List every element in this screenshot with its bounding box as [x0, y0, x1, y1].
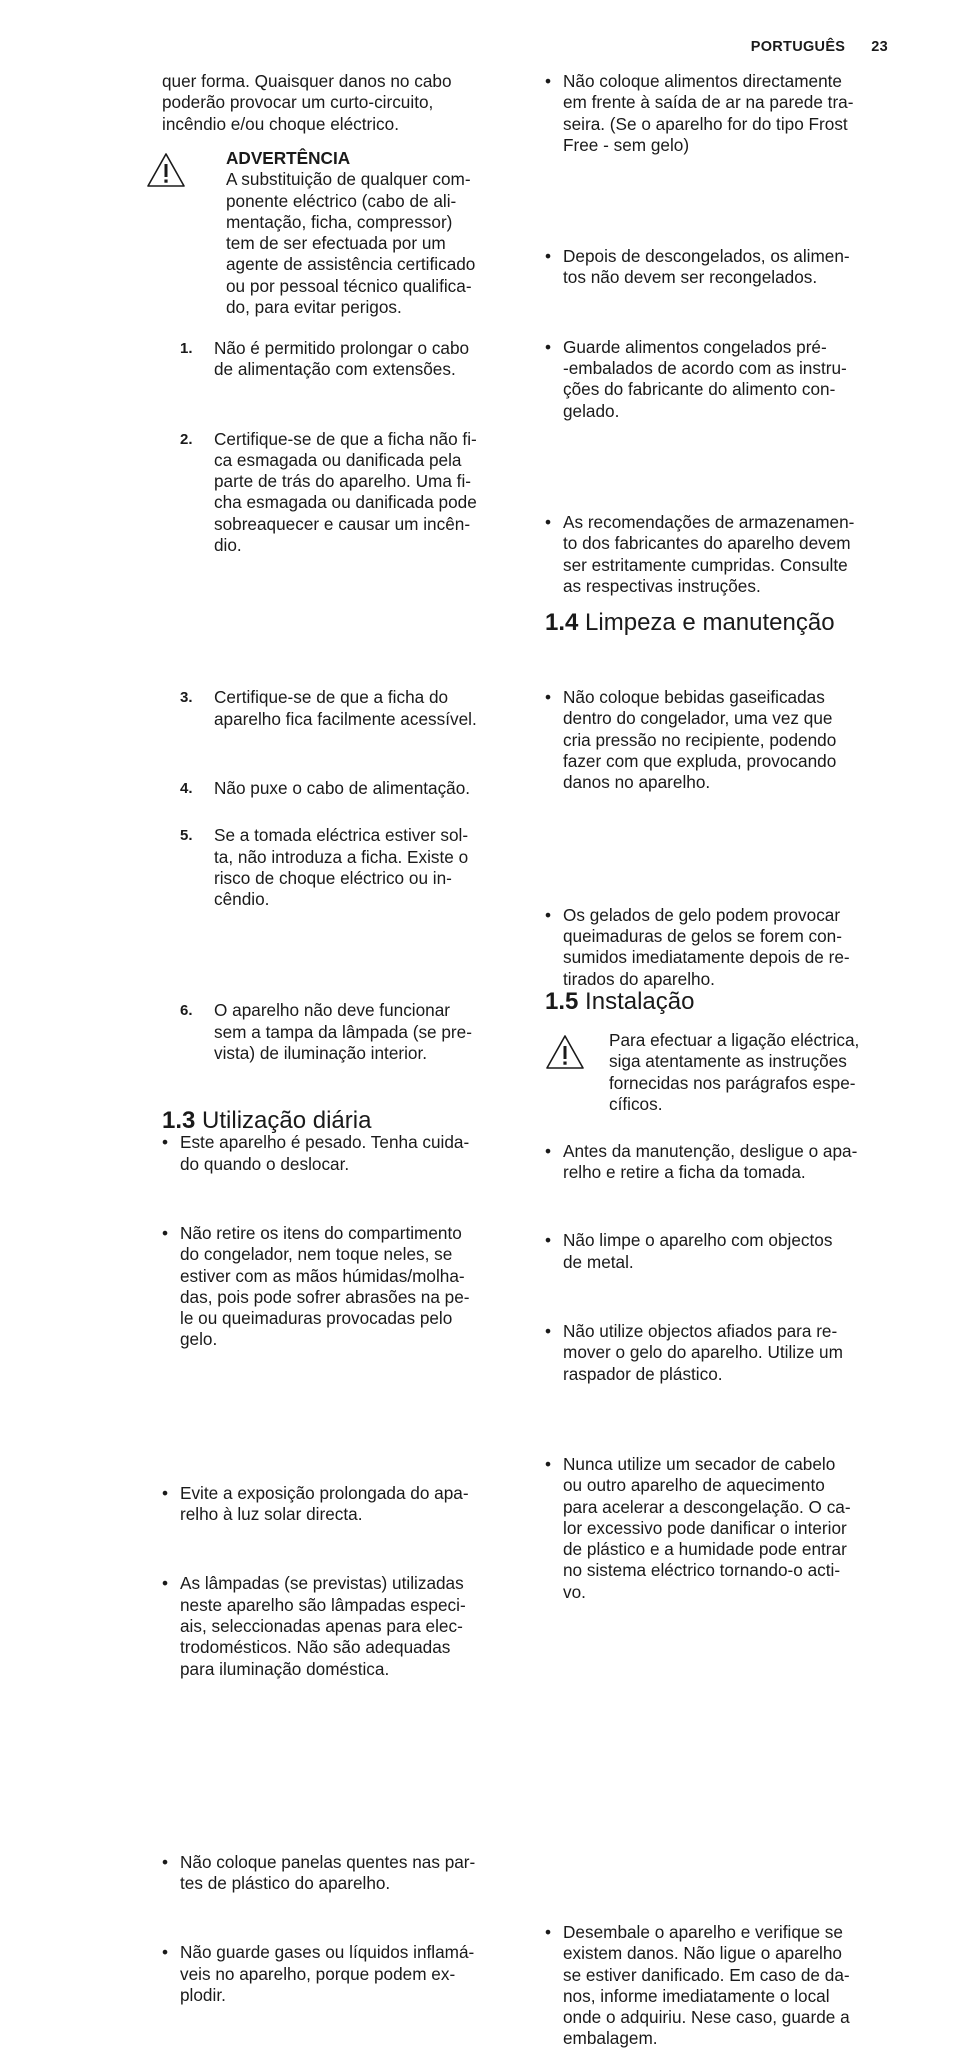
- warning-block: [609, 1030, 895, 1115]
- text-line: • Não coloque panelas quentes nas par-: [180, 1851, 476, 1872]
- text-line: fazer com que expluda, provocando: [563, 751, 837, 772]
- list-item: [162, 1852, 514, 1895]
- section-heading: [545, 608, 835, 638]
- text-line: de plástico e a humidade pode entrar: [563, 1539, 847, 1560]
- item-number: 2.: [180, 430, 193, 448]
- text-line: seira. (Se o aparelho for do tipo Frost: [563, 113, 848, 134]
- text-line: ções do fabricante do alimento con-: [563, 379, 836, 400]
- text-line: embalagem.: [563, 2028, 658, 2049]
- section-number: 1.4: [545, 609, 579, 636]
- list-item: [545, 337, 895, 422]
- text-line: danos no aparelho.: [563, 772, 711, 793]
- text-line: ou outro aparelho de aquecimento: [563, 1475, 825, 1496]
- right-column: [545, 0, 895, 2049]
- text-line: parte de trás do aparelho. Uma fi-: [214, 471, 471, 492]
- list-item: [545, 687, 895, 793]
- text-line: para iluminação doméstica.: [180, 1658, 390, 1679]
- numbered-item: [180, 687, 532, 730]
- header-language: PORTUGUÊS: [750, 39, 846, 55]
- item-number: 3.: [180, 689, 193, 707]
- text-line: estiver com as mãos húmidas/molha-: [180, 1265, 465, 1286]
- text-line: ta, não introduza a ficha. Existe o: [214, 846, 469, 867]
- warning-triangle-icon: [545, 1034, 585, 1070]
- text-line: poderão provocar um curto-circuito,: [162, 92, 434, 113]
- text-line: -embalados de acordo com as instru-: [563, 358, 847, 379]
- text-line: de metal.: [563, 1251, 634, 1272]
- text-line: risco de choque eléctrico ou in-: [214, 867, 452, 888]
- section-number: 1.3: [162, 1107, 196, 1134]
- text-line: Certifique-se de que a ficha do: [214, 687, 449, 708]
- text-line: tos não devem ser recongelados.: [563, 267, 818, 288]
- text-line: as respectivas instruções.: [563, 575, 761, 596]
- list-item: [545, 1321, 895, 1385]
- text-line: do quando o deslocar.: [180, 1153, 350, 1174]
- text-line: queimaduras de gelos se forem con-: [563, 925, 842, 946]
- section-heading: [545, 987, 694, 1017]
- item-number: 5.: [180, 827, 193, 845]
- text-line: de alimentação com extensões.: [214, 359, 456, 380]
- item-number: 6.: [180, 1002, 193, 1020]
- text-line: • Não coloque alimentos directamente: [563, 71, 842, 91]
- list-item: [545, 71, 895, 156]
- text-line: sobreaquecer e causar um incên-: [214, 513, 471, 534]
- text-line: em frente à saída de ar na parede tra-: [563, 92, 854, 113]
- text-line: • Antes da manutenção, desligue o apa-: [563, 1140, 858, 1161]
- text-line: • Não guarde gases ou líquidos inflamá-: [180, 1942, 475, 1963]
- text-line: raspador de plástico.: [563, 1363, 723, 1384]
- text-line: Não é permitido prolongar o cabo: [214, 338, 470, 358]
- item-number: 4.: [180, 779, 193, 797]
- text-line: relho e retire a ficha da tomada.: [563, 1162, 806, 1183]
- warning-triangle-icon: [146, 152, 186, 188]
- list-item: [545, 512, 895, 597]
- text-line: no sistema eléctrico tornando-o acti-: [563, 1560, 841, 1581]
- text-line: tirados do aparelho.: [563, 968, 715, 989]
- text-line: ais, seleccionadas apenas para elec-: [180, 1615, 463, 1636]
- numbered-item: [180, 1000, 532, 1064]
- warning-block: [226, 148, 514, 318]
- text-line: ser estritamente cumpridas. Consulte: [563, 554, 848, 575]
- text-line: • Desembale o aparelho e verifique se: [563, 1921, 843, 1942]
- section-title: Instalação: [585, 988, 695, 1015]
- list-item: [162, 1223, 514, 1351]
- left-column: [162, 0, 514, 2005]
- text-line: sem a tampa da lâmpada (se pre-: [214, 1021, 472, 1042]
- text-line: A substituição de qualquer com-: [226, 169, 471, 190]
- page-number: 23: [871, 39, 888, 55]
- text-line: se estiver danificado. Em caso de da-: [563, 1964, 850, 1985]
- text-line: Se a tomada eléctrica estiver sol-: [214, 825, 469, 846]
- warning-title: ADVERTÊNCIA: [226, 148, 351, 168]
- text-line: Para efectuar a ligação eléctrica,: [609, 1030, 860, 1050]
- text-line: cria pressão no recipiente, podendo: [563, 729, 837, 750]
- text-line: ponente eléctrico (cabo de ali-: [226, 190, 457, 211]
- text-line: • Nunca utilize um secador de cabelo: [563, 1453, 836, 1474]
- intro-paragraph: [162, 71, 514, 135]
- text-line: Certifique-se de que a ficha não fi-: [214, 428, 477, 449]
- text-line: cêndio.: [214, 889, 270, 910]
- text-line: • Guarde alimentos congelados pré-: [563, 336, 827, 357]
- numbered-item: [180, 825, 532, 910]
- section-number: 1.5: [545, 988, 579, 1015]
- text-line: lor excessivo pode danificar o interior: [563, 1517, 847, 1538]
- text-line: ca esmagada ou danificada pela: [214, 449, 462, 470]
- text-line: • Evite a exposição prolongada do apa-: [180, 1482, 469, 1503]
- text-line: nos, informe imediatamente o local: [563, 1985, 830, 2006]
- text-line: cha esmagada ou danificada pode: [214, 492, 477, 513]
- text-line: • Os gelados de gelo podem provocar: [563, 904, 841, 925]
- text-line: O aparelho não deve funcionar: [214, 1000, 451, 1021]
- text-line: Não puxe o cabo de alimentação.: [214, 777, 471, 798]
- text-line: Free - sem gelo): [563, 134, 690, 155]
- numbered-item: [180, 778, 532, 799]
- numbered-item: [180, 429, 532, 557]
- text-line: tes de plástico do aparelho.: [180, 1873, 391, 1894]
- list-item: [162, 1942, 514, 2006]
- numbered-item: [180, 338, 532, 381]
- text-line: vo.: [563, 1581, 586, 1602]
- text-line: gelo.: [180, 1329, 218, 1350]
- text-line: plodir.: [180, 1984, 226, 2005]
- text-line: • As lâmpadas (se previstas) utilizadas: [180, 1573, 464, 1594]
- list-item: [545, 905, 895, 990]
- section-heading: [162, 1106, 371, 1136]
- text-line: veis no aparelho, porque podem ex-: [180, 1963, 456, 1984]
- text-line: vista) de iluminação interior.: [214, 1043, 428, 1064]
- text-line: • Não coloque bebidas gaseificadas: [563, 687, 825, 708]
- text-line: agente de assistência certificado: [226, 254, 476, 275]
- list-item: [162, 1132, 514, 1175]
- text-line: gelado.: [563, 400, 620, 421]
- section-title: Utilização diária: [202, 1107, 372, 1134]
- text-line: • Não utilize objectos afiados para re-: [563, 1321, 838, 1342]
- text-line: relho à luz solar directa.: [180, 1504, 363, 1525]
- text-line: do congelador, nem toque neles, se: [180, 1244, 453, 1265]
- text-line: le ou queimaduras provocadas pelo: [180, 1308, 453, 1329]
- text-line: mentação, ficha, compressor): [226, 211, 453, 232]
- list-item: [545, 1922, 895, 2050]
- item-number: 1.: [180, 340, 193, 357]
- list-item: [545, 246, 895, 289]
- text-line: trodomésticos. Não são adequadas: [180, 1637, 451, 1658]
- text-line: siga atentamente as instruções: [609, 1051, 847, 1072]
- text-line: • Depois de descongelados, os alimen-: [563, 246, 850, 267]
- section-title: Limpeza e manutenção: [585, 609, 835, 636]
- list-item: [162, 1483, 514, 1526]
- list-item: [162, 1573, 514, 1679]
- text-line: aparelho fica facilmente acessível.: [214, 708, 477, 729]
- text-line: ou por pessoal técnico qualifica-: [226, 275, 472, 296]
- text-line: neste aparelho são lâmpadas especi-: [180, 1594, 466, 1615]
- text-line: • As recomendações de armazenamen-: [563, 511, 855, 532]
- text-line: onde o adquiriu. Nese caso, guarde a: [563, 2007, 850, 2028]
- text-line: fornecidas nos parágrafos espe-: [609, 1072, 856, 1093]
- text-line: das, pois pode sofrer abrasões na pe-: [180, 1286, 470, 1307]
- text-line: do, para evitar perigos.: [226, 297, 402, 318]
- text-line: existem danos. Não ligue o aparelho: [563, 1943, 842, 1964]
- text-line: dio.: [214, 535, 242, 556]
- list-item: [545, 1230, 895, 1273]
- text-line: cíficos.: [609, 1093, 663, 1114]
- text-line: • Este aparelho é pesado. Tenha cuida-: [180, 1132, 470, 1153]
- text-line: sumidos imediatamente depois de re-: [563, 947, 850, 968]
- text-line: incêndio e/ou choque eléctrico.: [162, 113, 399, 134]
- text-line: mover o gelo do aparelho. Utilize um: [563, 1342, 843, 1363]
- text-line: to dos fabricantes do aparelho devem: [563, 533, 851, 554]
- list-item: [545, 1454, 895, 1603]
- list-item: [545, 1141, 895, 1184]
- text-line: • Não retire os itens do compartimento: [180, 1222, 462, 1243]
- text-line: • Não limpe o aparelho com objectos: [563, 1230, 833, 1251]
- text-line: quer forma. Quaisquer danos no cabo: [162, 71, 452, 91]
- text-line: para acelerar a descongelação. O ca-: [563, 1496, 851, 1517]
- text-line: dentro do congelador, uma vez que: [563, 708, 833, 729]
- text-line: tem de ser efectuada por um: [226, 233, 446, 254]
